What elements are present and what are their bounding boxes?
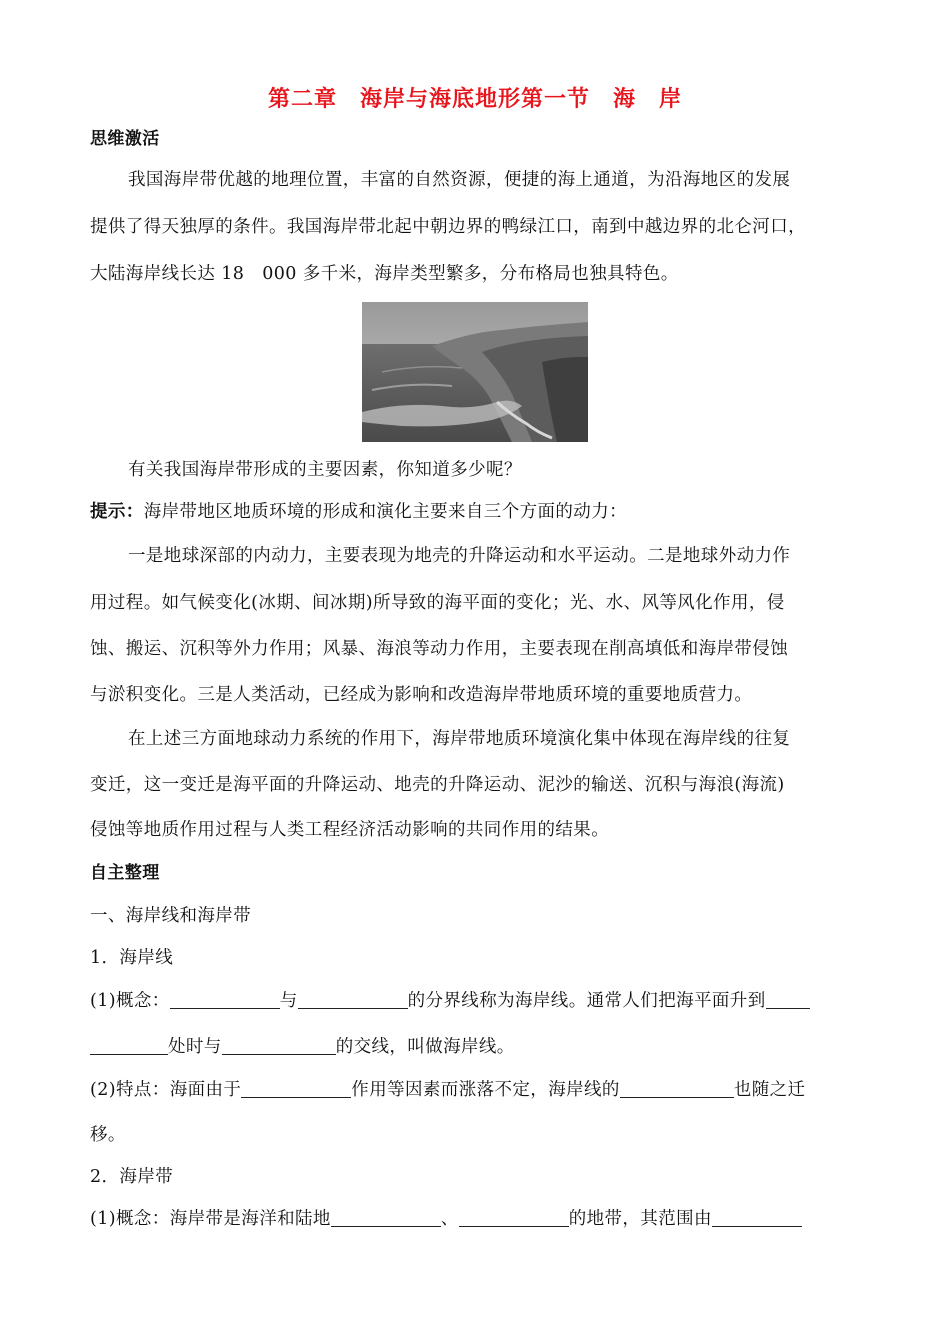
part1-title: 一、海岸线和海岸带: [90, 906, 252, 926]
item1-feature-line-2: 移。: [90, 1125, 126, 1145]
answer-blank-1[interactable]: [170, 990, 280, 1009]
para2-line-1: 在上述三方面地球动力系统的作用下，海岸带地质环境演化集中体现在海岸线的往复: [128, 729, 791, 749]
hint-text: 海岸带地区地质环境的形成和演化主要来自三个方面的动力：: [143, 502, 628, 522]
item1-feature-line-1: [90, 1078, 880, 1102]
para1-line-4: 与淤积变化。三是人类活动，已经成为影响和改造海岸带地质环境的重要地质营力。: [90, 685, 753, 705]
concept-label: (1)概念：: [90, 991, 170, 1011]
answer-blank-9[interactable]: [712, 1208, 802, 1227]
page-title: 第二章 海岸与海底地形第一节 海 岸: [267, 87, 682, 112]
coastline-photo: [362, 302, 588, 442]
coastline-image: [362, 302, 588, 442]
answer-blank-8[interactable]: [459, 1208, 569, 1227]
section-heading-thinking: 思维激活: [90, 129, 160, 149]
feature-label: (2)特点：海面由于: [90, 1080, 242, 1100]
answer-blank-3a[interactable]: [766, 990, 810, 1009]
para2-line-2: 变迁，这一变迁是海平面的升降运动、地壳的升降运动、泥沙的输送、沉积与海浪(海流): [90, 775, 785, 795]
para2-line-3: 侵蚀等地质作用过程与人类工程经济活动影响的共同作用的结果。: [90, 820, 610, 840]
question-text: 有关我国海岸带形成的主要因素，你知道多少呢？: [128, 460, 522, 480]
section-heading-self: 自主整理: [90, 863, 160, 883]
feature-text-2: 也随之迁: [733, 1080, 806, 1100]
intro-line-1: 我国海岸带优越的地理位置，丰富的自然资源，便捷的海上通道，为沿海地区的发展: [128, 170, 791, 190]
item1-concept-line-2: [90, 1035, 880, 1059]
concept-text-1: 与: [279, 991, 298, 1011]
feature-text-1: 作用等因素而涨落不定，海岸线的: [351, 1080, 620, 1100]
answer-blank-6[interactable]: [620, 1079, 734, 1098]
para1-line-2: 用过程。如气候变化(冰期、间冰期)所导致的海平面的变化；光、水、风等风化作用，侵: [90, 593, 785, 613]
hint-line: [90, 500, 880, 524]
item2-concept-line-1: [90, 1207, 880, 1231]
item2-title: 2．海岸带: [90, 1167, 174, 1187]
para1-line-1: 一是地球深部的内动力，主要表现为地壳的升降运动和水平运动。二是地球外动力作: [128, 546, 791, 566]
concept-text-2: 的分界线称为海岸线。通常人们把海平面升到: [407, 991, 766, 1011]
item2-concept-text-1: 、: [440, 1209, 459, 1229]
para1-line-3: 蚀、搬运、沉积等外力作用；风暴、海浪等动力作用，主要表现在削高填低和海岸带侵蚀: [90, 639, 789, 659]
item2-concept-label: (1)概念：海岸带是海洋和陆地: [90, 1209, 331, 1229]
concept-text-3: 处时与: [168, 1037, 222, 1057]
intro-line-2: 提供了得天独厚的条件。我国海岸带北起中朝边界的鸭绿江口，南到中越边界的北仑河口，: [90, 217, 806, 237]
answer-blank-3b[interactable]: [90, 1036, 168, 1055]
answer-blank-4[interactable]: [222, 1036, 336, 1055]
hint-label: 提示：: [90, 502, 144, 522]
answer-blank-5[interactable]: [241, 1079, 351, 1098]
answer-blank-2[interactable]: [298, 990, 408, 1009]
item2-concept-text-2: 的地带，其范围由: [568, 1209, 712, 1229]
intro-line-3: 大陆海岸线长达 18 000 多千米，海岸类型繁多，分布格局也独具特色。: [90, 264, 679, 284]
answer-blank-7[interactable]: [331, 1208, 441, 1227]
concept-text-4: 的交线，叫做海岸线。: [335, 1037, 515, 1057]
item1-title: 1．海岸线: [90, 948, 174, 968]
item1-concept-line-1: [90, 989, 880, 1013]
